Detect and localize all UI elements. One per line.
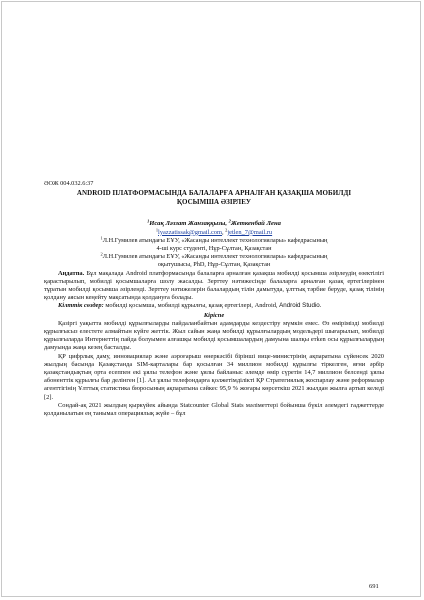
email1-link[interactable]: lyazzatissak@gmail.com — [158, 228, 222, 236]
author1-sup: 1 — [147, 218, 150, 224]
page-number: 691 — [369, 583, 379, 590]
email-separator: , — [221, 228, 226, 236]
paper-title — [44, 189, 384, 206]
keywords — [44, 302, 384, 310]
abstract-label: Аңдатпа. — [58, 269, 85, 277]
title-line-1: ANDROID ПЛАТФОРМАСЫНДА БАЛАЛАРҒА АРНАЛҒАН ҚАЗАҚША МОБИЛДІ — [76, 189, 352, 198]
aff1-sup: 1 — [100, 235, 103, 241]
paper-content — [44, 180, 384, 418]
emails — [44, 229, 384, 237]
aff2-line1: Л.Н.Гумилев атындағы ЕҰУ, «Жасанды интеллект технологиялары» кафедрасының — [102, 253, 328, 261]
email1-sup: 1 — [155, 227, 159, 232]
paragraph-1: Қазіргі уақытта мобилді құрылғыларды пайдаланбайтын адамдарды кездестіру мүмкін емес. Өз өміріміздi мобилді құрылғысыз елестете алмайтын күйге жеттік. Жыл сайын жаңа мобилді құрылғылардың модельдері шығарылып, мобилді құрылғыларда Интернеттің пайда болуымен алғашқы мобилді қосымшалардың дамуына шалқы етken осы құрылғылардың дамуында жаңа кезең басталды. — [44, 319, 384, 352]
aff2-sup: 2 — [100, 251, 103, 257]
abstract-text: Бұл мақалада Android платформасында балаларға арналған қазақша мобилді қосымша әзірлеудің өзектілігі қарастырылып, мобилді қосымшаларға шолу жасалды. Зерттеу нәтижесінде балаларға арналған қазақ ертегілерінен тұратын мобилді қосымша әзірленді. Зерттеу нәтижелерін балалардың тілін дамытуда, ұлттық тәрбие беруде, қазақ тілінің қолдану аясын кеңейту мақсатында қолдануға болады. — [44, 269, 384, 302]
author2-sup: 2 — [228, 218, 231, 224]
email2-link[interactable]: jetlen_7@mail.ru — [227, 228, 273, 236]
keywords-text-sans: Android Studio. — [279, 302, 322, 310]
aff1-line1: Л.Н.Гумилев атындағы ЕҰУ, «Жасанды интеллект технологиялары» кафедрасының — [102, 236, 328, 244]
keywords-text: мобилді қосымша, мобилді құрылғы, қазақ ертегілері, Android, — [105, 302, 278, 310]
paragraph-2: ҚР цифрлық даму, инновациялар және аэроғарыш өнеркәсібі бірінші вице-министрінің ақпаратына сүйенсек 2020 жылдың басында Қазақстанда SIM-карталары бар қосылған 34 миллион мобилді құрылғы тіркелген, яғни әрбір қазақстандықтың орта есеппен екі ұялы телефон және ұялы байланыс әлемде өмір сүретін 14,7 миллион белсенді ұялы абоненттік құрылғы бар делінген [1]. Ал ұялы телефондарға қолжетімділікті ҚР Стратегиялық жоспарлау және реформалар агенттігінің Ұлттық статистика бюросының ақпаратына сәйкес 95,9 % жоғары көрсеткіш 2021 жылдан жылға артып келеді [2]. — [44, 352, 384, 401]
authors — [44, 220, 384, 228]
title-line-2: ҚОСЫМША ӘЗІРЛЕУ — [176, 197, 252, 206]
author1-name: Исақ Ләззат Жанзаққызы, — [149, 220, 227, 228]
email2-sup: 2 — [225, 227, 228, 232]
intro-heading: Кіріспе — [203, 311, 225, 319]
abstract — [44, 270, 384, 303]
udc-code: ӘОЖ 004.032.6:37 — [44, 180, 94, 187]
affiliation-1 — [44, 237, 384, 253]
aff2-line2: оқытушысы, PhD, Нұр-Сұлтан, Қазақстан — [157, 261, 271, 269]
paragraph-3: Сондай-ақ 2021 жылдың қыркүйек айында Statcounter Global Stats мәліметтері бойынша бүкіл әлемдегі гаджеттерде қолданылатын ең танымал операциялық жүйе – бұл — [44, 401, 384, 418]
author2-name: Жеткенбай Лена — [230, 220, 281, 228]
aff1-line2: 4-ші курс студенті, Нұр-Сұлтан, Қазақстан — [156, 245, 272, 252]
keywords-label: Кілттік сөздер: — [58, 302, 104, 310]
affiliation-2 — [44, 253, 384, 269]
